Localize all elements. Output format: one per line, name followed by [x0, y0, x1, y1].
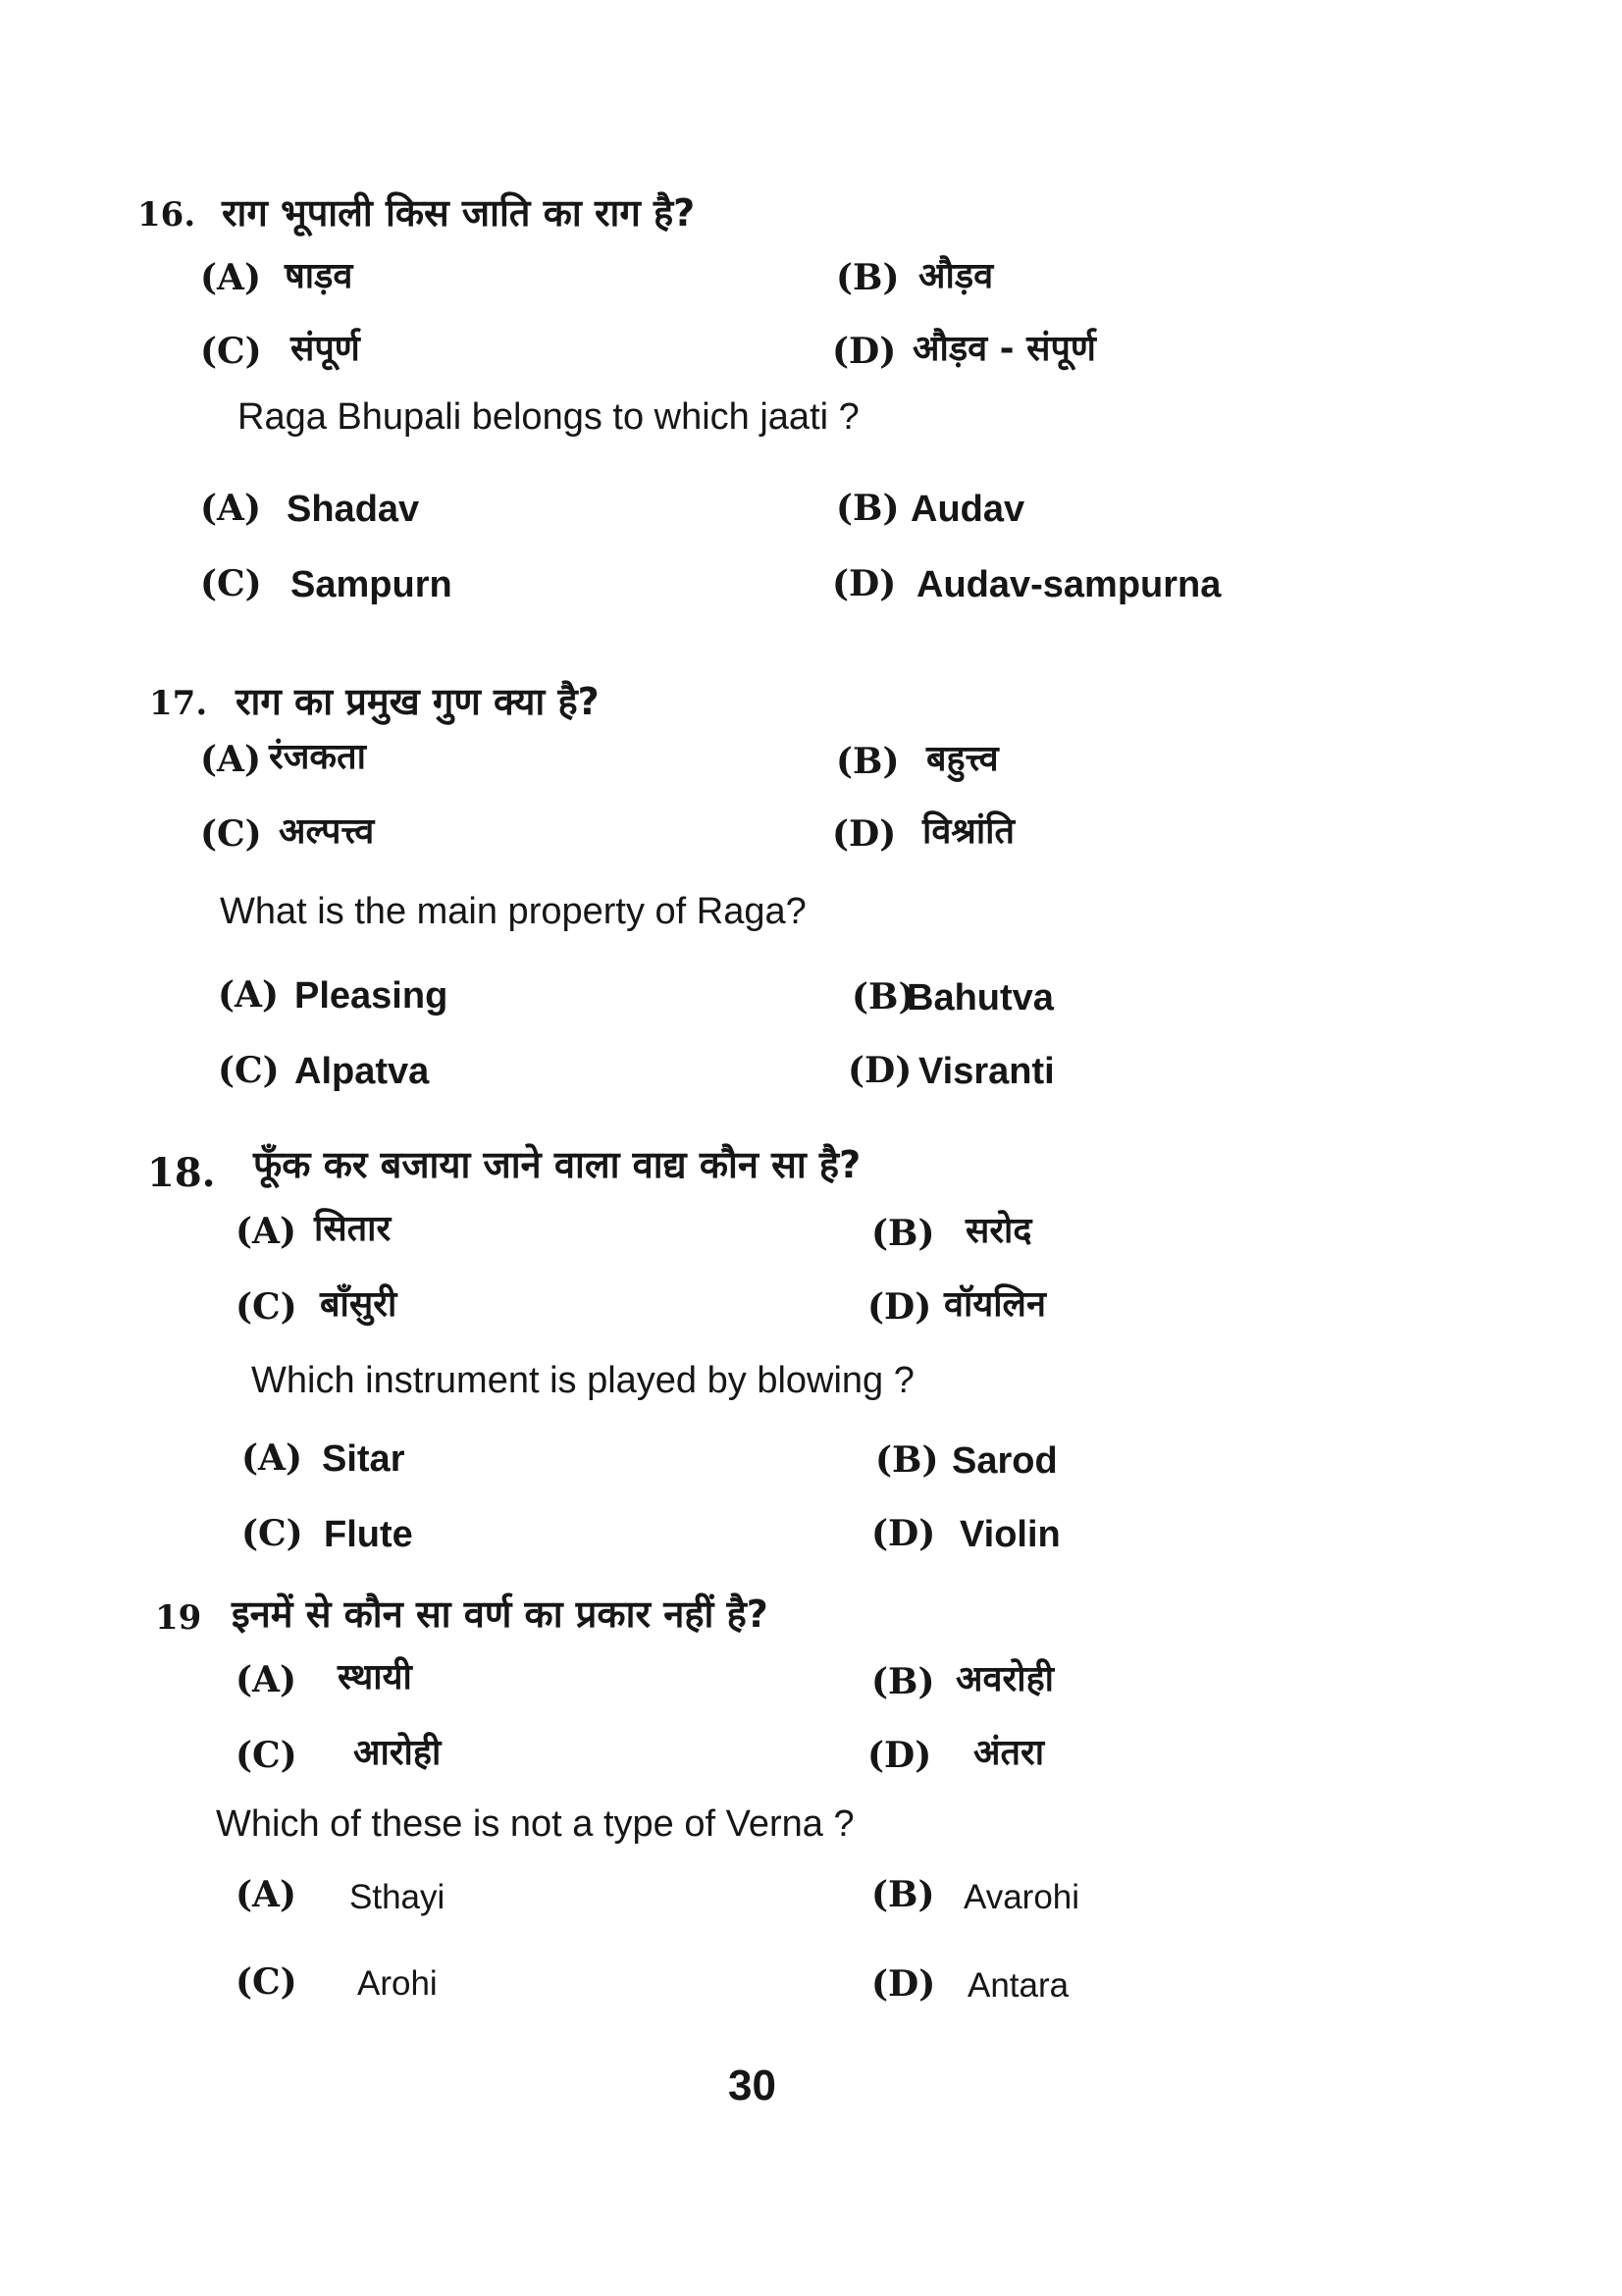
- option-label: (A): [235, 1211, 296, 1252]
- option-label: (C): [200, 813, 262, 855]
- option-text-english: Pleasing: [294, 975, 448, 1017]
- question-text-english: Raga Bhupali belongs to which jaati ?: [237, 396, 860, 438]
- option-text-english: Sampurn: [290, 564, 452, 605]
- option-label: (B): [836, 741, 900, 782]
- option-label: (B): [836, 488, 900, 529]
- question-text-english: Which of these is not a type of Verna ?: [216, 1803, 855, 1845]
- question-number: 19: [155, 1598, 202, 1638]
- question-text-english: Which instrument is played by blowing ?: [251, 1360, 915, 1401]
- option-label: (D): [832, 331, 897, 372]
- option-text-hindi: सरोद: [966, 1211, 1032, 1251]
- option-label: (D): [848, 1050, 913, 1091]
- question-text-hindi: इनमें से कौन सा वर्ण का प्रकार नहीं है?: [232, 1592, 768, 1636]
- option-text-english: Violin: [960, 1514, 1061, 1555]
- option-text-hindi: अवरोही: [956, 1659, 1055, 1699]
- option-text-english: Audav: [911, 489, 1025, 530]
- option-text-hindi: स्थायी: [338, 1657, 412, 1697]
- question-text-english: What is the main property of Raga?: [220, 891, 807, 932]
- option-label: (C): [235, 1735, 297, 1776]
- option-label: (C): [235, 1961, 297, 2003]
- option-text-english: Sarod: [952, 1440, 1058, 1482]
- option-text-english: Bahutva: [907, 977, 1054, 1018]
- option-label: (C): [200, 563, 262, 604]
- option-label: (A): [241, 1437, 302, 1479]
- option-label: (B): [871, 1213, 935, 1254]
- option-text-hindi: अल्पत्त्व: [279, 811, 375, 852]
- option-text-hindi: औड़व - संपूर्ण: [913, 329, 1096, 369]
- question-number: 18.: [147, 1150, 216, 1196]
- question-number: 16.: [137, 195, 196, 235]
- option-label: (C): [200, 331, 262, 372]
- option-text-english: Flute: [324, 1514, 413, 1555]
- option-text-hindi: वॉयलिन: [944, 1284, 1046, 1325]
- option-text-hindi: षाड़व: [285, 256, 353, 296]
- option-label: (B): [852, 976, 916, 1018]
- option-label: (D): [832, 813, 897, 855]
- option-text-hindi: अंतरा: [973, 1733, 1045, 1773]
- option-label: (D): [867, 1286, 932, 1328]
- option-text-english: Audav-sampurna: [916, 564, 1222, 605]
- option-label: (B): [875, 1439, 939, 1481]
- option-text-english: Shadav: [287, 489, 420, 530]
- option-label: (A): [235, 1659, 296, 1700]
- option-text-hindi: रंजकता: [269, 737, 366, 777]
- option-label: (B): [871, 1874, 935, 1915]
- option-label: (D): [832, 563, 897, 604]
- page-number: 30: [728, 2061, 776, 2110]
- option-label: (B): [871, 1661, 935, 1702]
- option-text-english: Sthayi: [349, 1878, 445, 1916]
- option-text-hindi: संपूर्ण: [290, 329, 360, 369]
- option-label: (D): [867, 1735, 932, 1776]
- question-text-hindi: राग का प्रमुख गुण क्या है?: [235, 680, 600, 723]
- option-text-english: Avarohi: [964, 1878, 1080, 1916]
- option-label: (A): [200, 739, 261, 780]
- option-label: (A): [235, 1874, 296, 1915]
- option-label: (D): [871, 1963, 936, 2005]
- option-text-english: Arohi: [357, 1964, 438, 2003]
- option-label: (D): [871, 1513, 936, 1554]
- option-text-hindi: विश्रांति: [922, 811, 1015, 852]
- question-text-hindi: राग भूपाली किस जाति का राग है?: [222, 191, 696, 235]
- option-label: (C): [218, 1050, 280, 1091]
- option-label: (A): [218, 974, 279, 1016]
- option-text-hindi: सितार: [314, 1209, 392, 1249]
- option-text-english: Alpatva: [294, 1051, 430, 1092]
- option-label: (C): [241, 1513, 303, 1554]
- option-text-hindi: औड़व: [918, 256, 994, 296]
- option-text-hindi: आरोही: [353, 1733, 442, 1773]
- option-label: (A): [200, 257, 261, 298]
- option-text-english: Sitar: [322, 1438, 405, 1480]
- option-text-hindi: बहुत्त्व: [926, 739, 999, 779]
- option-label: (C): [235, 1286, 297, 1328]
- option-text-english: Visranti: [918, 1051, 1055, 1092]
- question-number: 17.: [149, 684, 208, 723]
- option-label: (B): [836, 257, 900, 298]
- question-text-hindi: फूँक कर बजाया जाने वाला वाद्य कौन सा है?: [253, 1143, 862, 1186]
- option-text-english: Antara: [968, 1966, 1070, 2005]
- option-text-hindi: बाँसुरी: [320, 1284, 397, 1325]
- option-label: (A): [200, 488, 261, 529]
